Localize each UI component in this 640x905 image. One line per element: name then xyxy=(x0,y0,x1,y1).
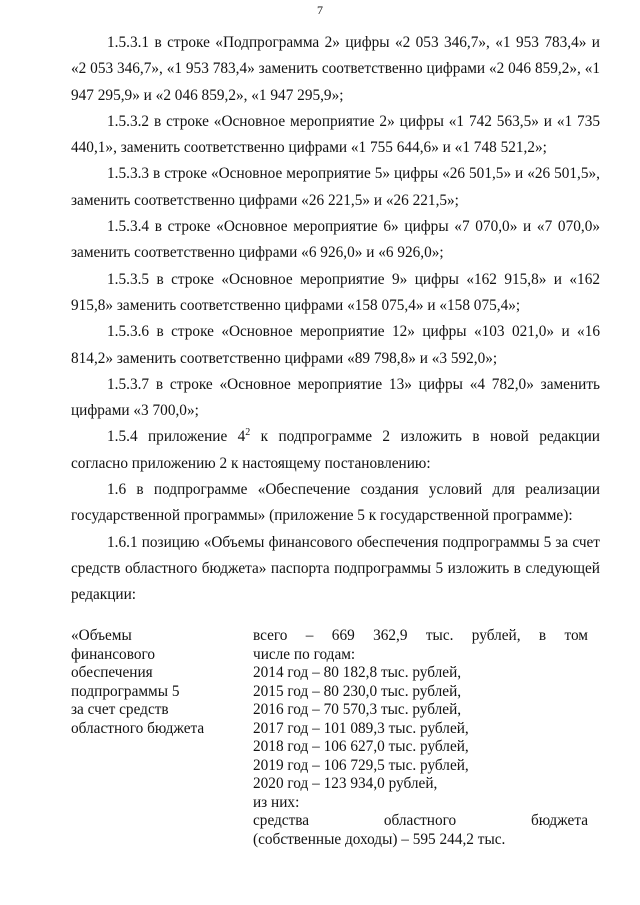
paragraph-1-5-3-3: 1.5.3.3 в строке «Основное мероприятие 5» цифры «26 501,5» и «26 501,5», заменить соответственно цифрами «26 221,5» и «26 221,5»; xyxy=(71,165,600,209)
paragraph-1-5-3-4: 1.5.3.4 в строке «Основное мероприятие 6» цифры «7 070,0» и «7 070,0» заменить соответственно цифрами «6 926,0» и «6 926,0»; xyxy=(71,218,600,262)
value-line: 2017 год – 101 089,3 тыс. рублей, xyxy=(253,719,469,737)
label-line: за счет средств xyxy=(71,701,169,718)
page-number: 7 xyxy=(317,3,323,17)
value-line: из них: xyxy=(253,793,300,811)
paragraph-1-6: 1.6 в подпрограмме «Обеспечение создания условий для реализации государственной программы» (приложение 5 к государственной программе): xyxy=(71,481,600,525)
value-line: 2020 год – 123 934,0 рублей, xyxy=(253,775,438,792)
funding-table-value-cell xyxy=(253,627,588,849)
label-line: «Объемы xyxy=(71,627,132,644)
label-line: финансового xyxy=(71,645,156,663)
paragraph-1-5-3-6: 1.5.3.6 в строке «Основное мероприятие 12» цифры «103 021,0» и «16 814,2» заменить соответственно цифрами «89 798,8» и «3 592,0»; xyxy=(71,323,600,367)
value-line: 2015 год – 80 230,0 тыс. рублей, xyxy=(253,682,462,700)
label-line: подпрограммы 5 xyxy=(71,682,180,700)
paragraph-1-5-3-1: 1.5.3.1 в строке «Подпрограмма 2» цифры «2 053 346,7», «1 953 783,4» и «2 053 346,7», «1 953 783,4» заменить соответственно цифрами «2 046 859,2», «1 947 295,9» и «2 046 859,2», «1 947 295,9»; xyxy=(71,34,600,104)
paragraph-1-5-4-start: 1.5.4 приложение 4 xyxy=(107,428,246,446)
paragraph-1-5-4-superscript: 2 xyxy=(245,427,251,439)
value-line: 2019 год – 106 729,5 тыс. рублей, xyxy=(253,756,469,774)
value-line: (собственные доходы) – 595 244,2 тыс. xyxy=(253,830,506,848)
value-line: 2018 год – 106 627,0 тыс. рублей, xyxy=(253,738,469,755)
document-body xyxy=(71,30,600,609)
label-line: обеспечения xyxy=(71,664,153,681)
value-line: средства областного бюджета xyxy=(253,812,588,829)
value-line: числе по годам: xyxy=(253,645,356,663)
paragraph-1-6-1: 1.6.1 позицию «Объемы финансового обеспечения подпрограммы 5 за счет средств областного бюджета» паспорта подпрограммы 5 изложить в следующей редакции: xyxy=(71,533,600,604)
paragraph-1-5-3-5: 1.5.3.5 в строке «Основное мероприятие 9» цифры «162 915,8» и «162 915,8» заменить соответственно цифрами «158 075,4» и «158 075,4»; xyxy=(71,270,600,314)
label-line: областного бюджета xyxy=(71,719,205,737)
value-line: 2014 год – 80 182,8 тыс. рублей, xyxy=(253,664,462,681)
value-line: всего – 669 362,9 тыс. рублей, в том xyxy=(253,627,588,644)
paragraph-1-5-3-7: 1.5.3.7 в строке «Основное мероприятие 13» цифры «4 782,0» заменить цифрами «3 700,0»; xyxy=(71,375,600,420)
value-line: 2016 год – 70 570,3 тыс. рублей, xyxy=(253,701,462,718)
funding-table-label-cell xyxy=(71,627,236,738)
paragraph-1-5-3-2: 1.5.3.2 в строке «Основное мероприятие 2» цифры «1 742 563,5» и «1 735 440,1», заменить соответственно цифрами «1 755 644,6» и «1 748 521,2»; xyxy=(71,112,600,157)
paragraph-1-5-4-end: к подпрограмме 2 изложить в новой редакции согласно приложению 2 к настоящему постановлению: xyxy=(71,428,600,472)
paragraph-1-5-4 xyxy=(71,424,600,477)
